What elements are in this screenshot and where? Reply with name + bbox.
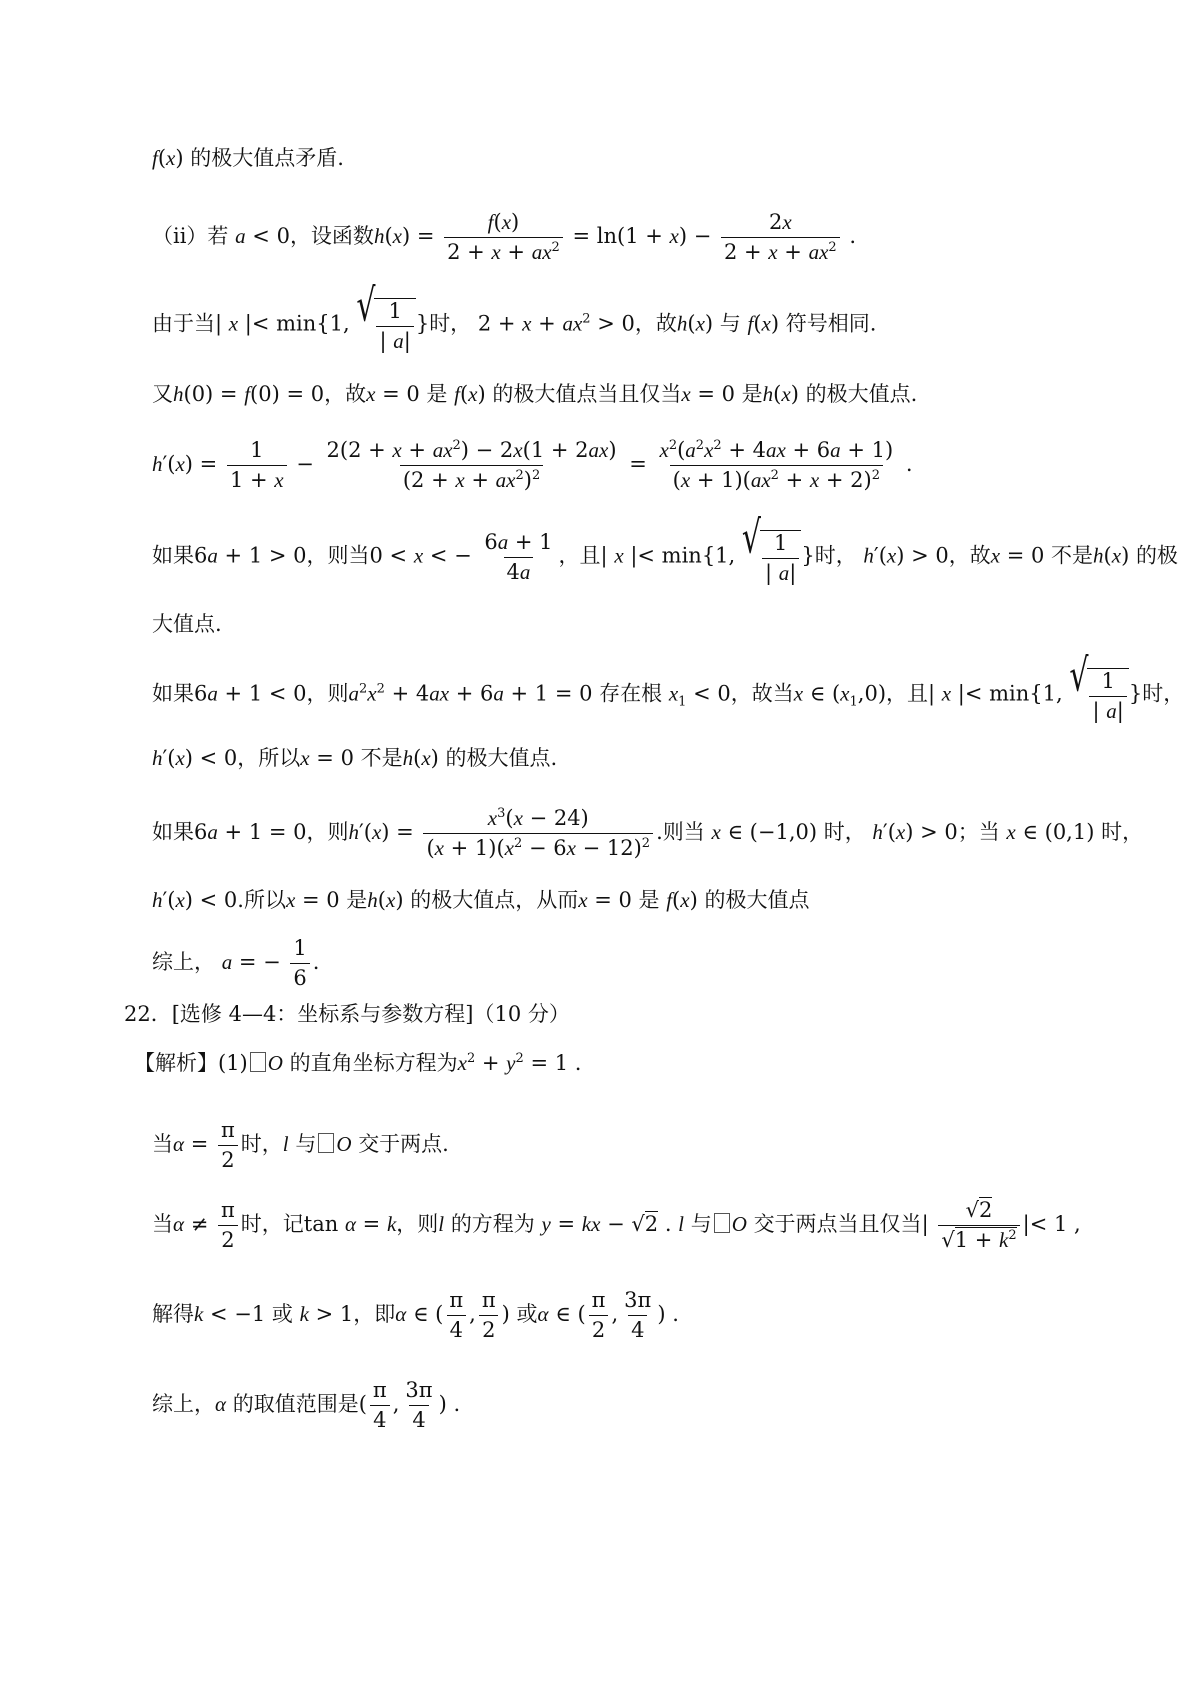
line-3: 由于当| x |< min{1, √ $\frac{1}{| a|}$ }时， $2 + x + ax^2 > 0$，故h(x) 与 f(x) 符号相同.: [152, 280, 877, 353]
line-2: （ii）若 a < 0，设函数h(x) = $\frac{f(x)}{2 + x + ax^2}$ = ln(1 + x) − $\frac{2x}{2 + x + ax^2}$ .: [152, 210, 857, 264]
line-12: 综上， a = − $\frac{1}{6}$ .: [152, 936, 320, 990]
line-4: 又h(0) = f(0) = 0，故x = 0 是 f(x) 的极大值点当且仅当x = 0 是h(x) 的极大值点.: [152, 382, 918, 406]
circle-symbol-box: [714, 1213, 730, 1233]
line-14: 【解析】(1) O 的直角坐标方程为$x^2 + y^2 = 1$ .: [134, 1051, 582, 1075]
line-16: 当α ≠ $\frac{\pi}{2}$ 时，记tan α = k，则l 的方程为 y = kx − √2 . l 与 O 交于两点当且仅当| $\frac{√2}{√1 + k^2}$ |< 1 ,: [152, 1198, 1081, 1252]
line-10: 如果6a + 1 = 0，则h′(x) = $\frac{x^3(x - 24)}{(x + 1)(x^2 - 6x - 12)^2}$ .则当 x ∈ (−1,0) 时， h′(x) > 0；当 x ∈ (0,1) 时，: [152, 806, 1144, 860]
line-5: h′(x) = $\frac{1}{1 + x}$ − $\frac{2(2 + x + ax^2) - 2x(1 + 2ax)}{(2 + x + ax^2)^2}$ = $\frac{x^2(a^2x^2 + 4ax + 6a + 1)}{(x + 1)(ax^2 + x + 2)^2}$ .: [152, 438, 913, 492]
line-9: h′(x) < 0，所以x = 0 不是h(x) 的极大值点.: [152, 746, 558, 770]
circle-symbol-box: [318, 1133, 334, 1153]
line-18: 综上，α 的取值范围是( $\frac{\pi}{4}$ , $\frac{3\pi}{4}$ ) .: [152, 1378, 461, 1432]
line-8: 如果6a + 1 < 0，则$a^2x^2 + 4ax + 6a + 1 = 0$ 存在根 $x_1 < 0$，故当x ∈ $(x_1,0)$，且| x |< min{1, √ $\frac{1}{| a|}$ }时，: [152, 650, 1185, 723]
line-7: 大值点.: [152, 612, 222, 636]
line-17: 解得k < −1 或 k > 1，即α ∈ ( $\frac{\pi}{4}$ , $\frac{\pi}{2}$ ) 或α ∈ ( $\frac{\pi}{2}$ , $\frac{3\pi}{4}$ ) .: [152, 1288, 679, 1342]
line-11: h′(x) < 0.所以x = 0 是h(x) 的极大值点，从而x = 0 是 f(x) 的极大值点: [152, 888, 810, 912]
line-15: 当α = $\frac{\pi}{2}$ 时，l 与 O 交于两点.: [152, 1118, 449, 1172]
circle-symbol-box: [250, 1052, 266, 1072]
question-22-heading: 22．[选修 4—4：坐标系与参数方程]（10 分）: [124, 1002, 570, 1026]
line-1: f(x) 的极大值点矛盾.: [152, 146, 344, 170]
line-6: 如果6a + 1 > 0，则当0 < x < − $\frac{6a + 1}{4a}$ ，且| x |< min{1, √ $\frac{1}{| a|}$ }时， h′(x) > 0，故x = 0 不是h(x) 的极: [152, 512, 1178, 585]
